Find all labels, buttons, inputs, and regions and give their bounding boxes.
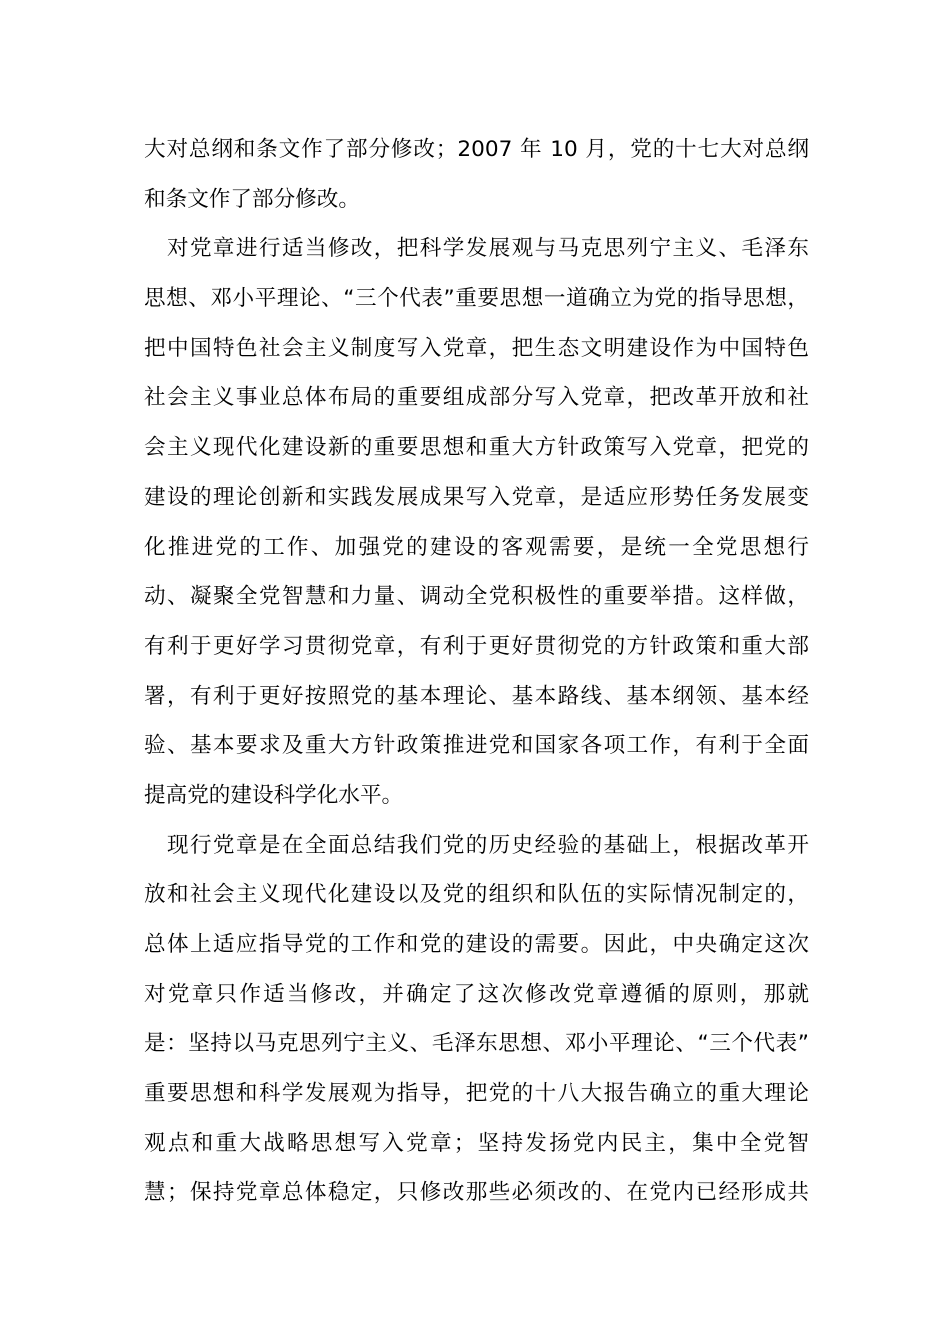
text-line: 化推进党的工作、加强党的建设的客观需要，是统一全党思想行 [144, 534, 809, 560]
text-line: 会主义现代化建设新的重要思想和重大方针政策写入党章，把党的 [144, 435, 809, 461]
text-line: 对党章只作适当修改，并确定了这次修改党章遵循的原则，那就 [144, 981, 809, 1007]
text-line: 和条文作了部分修改。 [144, 186, 360, 212]
text-line: 是：坚持以马克思列宁主义、毛泽东思想、邓小平理论、“三个代表” [144, 1031, 809, 1057]
text-line: 总体上适应指导党的工作和党的建设的需要。因此，中央确定这次 [144, 932, 809, 957]
text-line: 对党章进行适当修改，把科学发展观与马克思列宁主义、毛泽东 [144, 236, 809, 262]
text-line: 现行党章是在全面总结我们党的历史经验的基础上，根据改革开 [144, 832, 809, 858]
text-line: 有利于更好学习贯彻党章，有利于更好贯彻党的方针政策和重大部 [144, 633, 809, 659]
text-line: 重要思想和科学发展观为指导，把党的十八大报告确立的重大理论 [144, 1081, 809, 1107]
text-line: 验、基本要求及重大方针政策推进党和国家各项工作，有利于全面 [144, 733, 809, 759]
document-body [144, 125, 809, 1218]
text-line: 署，有利于更好按照党的基本理论、基本路线、基本纲领、基本经 [144, 683, 809, 709]
text-line: 建设的理论创新和实践发展成果写入党章，是适应形势任务发展变 [144, 484, 809, 510]
text-line: 动、凝聚全党智慧和力量、调动全党积极性的重要举措。这样做， [144, 584, 809, 610]
text-line: 提高党的建设科学化水平。 [144, 782, 404, 808]
text-line: 观点和重大战略思想写入党章；坚持发扬党内民主，集中全党智 [144, 1130, 809, 1156]
text-line: 放和社会主义现代化建设以及党的组织和队伍的实际情况制定的， [144, 882, 809, 908]
text-line: 慧；保持党章总体稳定，只修改那些必须改的、在党内已经形成共 [144, 1180, 809, 1206]
text-line: 社会主义事业总体布局的重要组成部分写入党章，把改革开放和社 [144, 385, 809, 411]
text-line: 思想、邓小平理论、“三个代表”重要思想一道确立为党的指导思想， [144, 286, 809, 312]
text-line: 大对总纲和条文作了部分修改；2007 年 10 月，党的十七大对总纲 [144, 137, 809, 162]
text-line: 把中国特色社会主义制度写入党章，把生态文明建设作为中国特色 [144, 335, 809, 361]
